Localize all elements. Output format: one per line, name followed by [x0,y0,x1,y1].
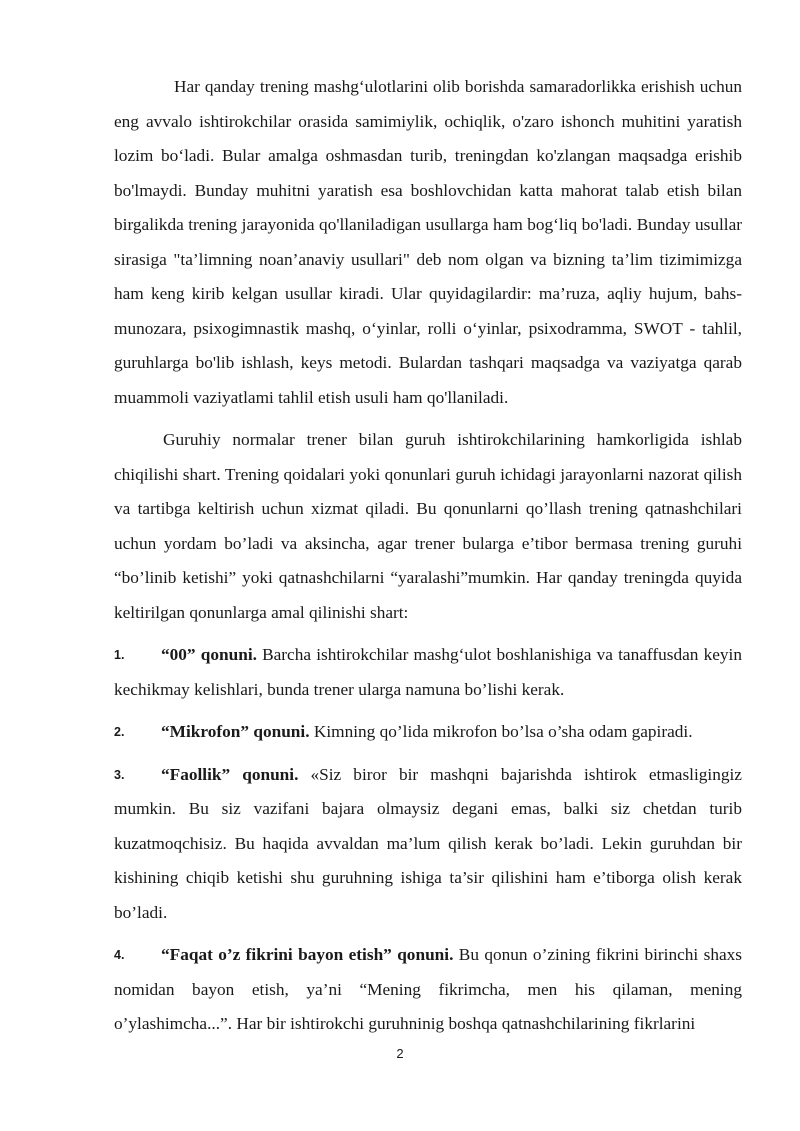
paragraph-group-norms: Guruhiy normalar trener bilan guruh ishtirokchilarining hamkorligida ishlab chiqilishi shart. Trening qoidalari yoki qonunlari guruh ichidagi jarayonlarni nazorat qilish va tartibga keltirish uchun xizmat qiladi. Bu qonunlarni qo’llash trening qatnashchilari uchun yordam bo’ladi va aksincha, agar trener bularga e’tibor bermasa trening guruhi “bo’linib ketishi” yoki qatnashchilarni “yaralashi”mumkin. Har qanday treningda quyida keltirilgan qonunlarga amal qilinishi shart: [114,430,742,622]
rule-item [114,758,742,931]
page-number: 2 [396,1046,404,1061]
rule-text: Barcha ishtirokchilar mashg‘ulot boshlanishiga va tanaffusdan keyin kechikmay kelishlari, bunda trener ularga namuna bo’lishi kerak. [114,645,742,699]
document-page [114,70,742,1042]
rule-item [114,715,742,750]
rule-title: “Faollik” qonuni. [161,764,299,784]
rule-number: 4. [114,948,125,962]
paragraph-intro: Har qanday trening mashg‘ulotlarini olib borishda samaradorlikka erishish uchun eng avvalo ishtirokchilar orasida samimiylik, ochiqlik, o'zaro ishonch muhitini yaratish lozim bo‘ladi. Bular amalga oshmasdan turib, treningdan ko'zlangan maqsadga erishib bo'lmaydi. Bunday muhitni yaratish esa boshlovchidan katta mahorat talab etish bilan birgalikda trening jarayonida qo'llaniladigan usullarga ham bog‘liq bo'ladi. Bunday usullar sirasiga "ta’limning noan’anaviy usullari" deb nom olgan va bizning ta’lim tizimimizga ham keng kirib kelgan usullar kiradi. Ular quyidagilardir: ma’ruza, aqliy hujum, bahs-munozara, psixogimnastik mashq, o‘yinlar, rolli o‘yinlar, psixodramma, SWOT - tahlil, guruhlarga bo'lib ishlash, keys metodi. Bulardan tashqari maqsadga va vaziyatga qarab muammoli vaziyatlami tahlil etish usuli ham qo'llaniladi. [114,77,742,407]
rule-title: “00” qonuni. [161,645,257,664]
rule-text: «Siz biror bir mashqni bajarishda ishtirok etmasligingiz mumkin. Bu siz vazifani bajara olmaysiz degani emas, balki siz chetdan turib kuzatmoqchisiz. Bu haqida avvaldan ma’lum qilish kerak bo’ladi. Lekin guruhdan bir kishining chiqib ketishi shu guruhning ishiga ta’sir qilishini ham e’tiborga olish kerak bo’ladi. [114,764,742,922]
rule-text: Bu qonun o’zining fikrini birinchi shaxs nomidan bayon etish, ya’ni “Mening fikrimcha, men his qilaman, mening o’ylashimcha...”. Har bir ishtirokchi guruhninig boshqa qatnashchilarining fikrlarini [114,945,743,1033]
rule-number: 2. [114,725,125,739]
rule-text: Kimning qo’lida mikrofon bo’lsa o’sha odam gapiradi. [309,722,693,741]
rule-item [114,938,742,1042]
rule-item [114,638,742,707]
rule-number: 1. [114,648,125,662]
rule-title: “Faqat o’z fikrini bayon etish” qonuni. [161,945,454,964]
rule-number: 3. [114,767,125,782]
rule-title: “Mikrofon” qonuni. [161,722,310,741]
